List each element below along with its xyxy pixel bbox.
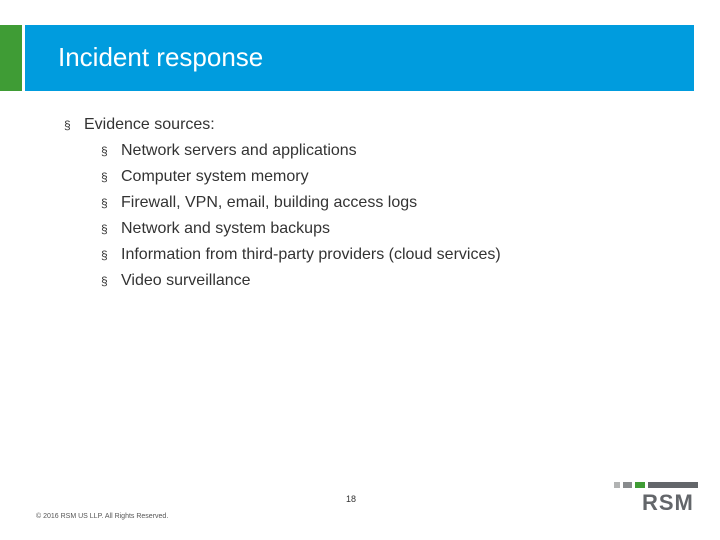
sub-bullet-text: Network and system backups — [121, 220, 330, 237]
sub-bullet-network-servers — [64, 138, 664, 164]
rsm-logo — [614, 482, 698, 518]
bullet-text: Evidence sources: — [84, 116, 215, 133]
bullet-icon: § — [101, 170, 108, 184]
sub-bullet-system-memory — [64, 164, 664, 190]
bullet-icon: § — [101, 274, 108, 288]
title-accent-gap — [22, 25, 25, 91]
bullet-icon: § — [101, 248, 108, 262]
logo-wordmark: RSM — [642, 490, 694, 515]
bullet-icon: § — [101, 196, 108, 210]
copyright-notice: © 2016 RSM US LLP. All Rights Reserved. — [36, 513, 169, 520]
page-number: 18 — [346, 494, 357, 504]
bullet-icon: § — [101, 144, 108, 158]
sub-bullet-access-logs — [64, 190, 664, 216]
title-bar — [0, 25, 694, 91]
bullet-evidence-sources — [64, 112, 664, 138]
slide-title: Incident response — [58, 42, 264, 72]
sub-bullet-text: Computer system memory — [121, 168, 309, 185]
logo-square-2 — [623, 482, 632, 488]
sub-bullet-text: Video surveillance — [121, 272, 251, 289]
sub-bullet-text: Information from third-party providers (cloud services) — [121, 246, 501, 263]
title-accent-stripe — [0, 25, 22, 91]
logo-square-3 — [635, 482, 645, 488]
sub-bullet-video — [64, 268, 664, 294]
sub-bullet-text: Firewall, VPN, email, building access logs — [121, 194, 418, 211]
bullet-icon: § — [101, 222, 108, 236]
slide-content — [64, 112, 664, 294]
logo-square-4 — [648, 482, 698, 488]
sub-bullet-text: Network servers and applications — [121, 142, 357, 159]
sub-bullet-backups — [64, 216, 664, 242]
sub-bullet-third-party — [64, 242, 664, 268]
bullet-icon: § — [64, 118, 71, 132]
logo-square-1 — [614, 482, 620, 488]
